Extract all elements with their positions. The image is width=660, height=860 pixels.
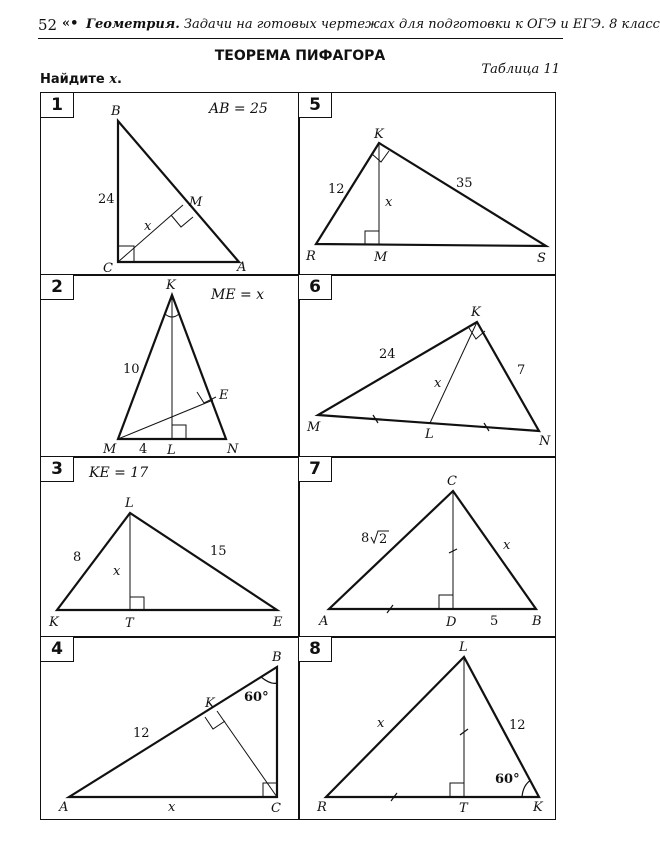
task-suffix: . <box>117 72 122 87</box>
angle-k: 60° <box>495 772 520 787</box>
label-K: K <box>166 278 176 293</box>
label-C: C <box>447 474 457 489</box>
label-C: C <box>103 261 113 276</box>
problem-number: 2 <box>40 274 74 300</box>
label-A: A <box>237 260 247 275</box>
label-B: B <box>532 614 542 629</box>
label-L: L <box>125 496 134 511</box>
problem-number: 1 <box>40 92 74 118</box>
label-x: x <box>434 376 442 391</box>
label-K: K <box>471 305 481 320</box>
problem-condition: ME = x <box>211 287 265 303</box>
label-T: T <box>459 801 468 816</box>
side-rk: 12 <box>328 182 345 197</box>
side-ac-coef: 8 <box>361 531 370 546</box>
label-L: L <box>167 443 176 458</box>
label-D: D <box>446 615 457 630</box>
problem-5 <box>298 92 556 276</box>
problem-number: 6 <box>298 274 332 300</box>
label-K: K <box>49 615 59 630</box>
label-M: M <box>374 250 388 265</box>
side-db: 5 <box>490 614 499 629</box>
label-x: x <box>113 564 121 579</box>
label-x: x <box>168 800 176 815</box>
side-ab: 12 <box>133 726 150 741</box>
book-subtitle: Задачи на готовых чертежах для подготовки к ОГЭ и ЕГЭ. 8 класс <box>183 17 660 32</box>
label-R: R <box>306 249 316 264</box>
side-ml: 4 <box>139 442 148 457</box>
label-A: A <box>59 800 69 815</box>
label-M: M <box>189 195 203 210</box>
side-le: 15 <box>210 544 227 559</box>
angle-b: 60° <box>244 690 269 705</box>
problem-1 <box>40 92 300 276</box>
side-mk: 24 <box>379 347 396 362</box>
label-M: M <box>103 442 117 457</box>
page-header <box>38 8 660 39</box>
problem-2 <box>40 274 300 458</box>
side-bc: 24 <box>98 192 115 207</box>
label-N: N <box>227 442 239 457</box>
label-K: K <box>205 696 215 711</box>
diagram-6 <box>299 275 557 459</box>
side-lk: 12 <box>509 718 526 733</box>
label-N: N <box>539 434 551 449</box>
problem-number: 5 <box>298 92 332 118</box>
problem-grid <box>40 92 556 820</box>
running-title <box>86 17 660 32</box>
task-variable: x <box>109 72 118 87</box>
side-ac-root: 2 <box>379 532 388 547</box>
diagram-1 <box>41 93 301 277</box>
problem-condition: KE = 17 <box>89 465 149 481</box>
diagram-4 <box>41 637 301 821</box>
task-instruction <box>40 72 122 87</box>
label-B: B <box>111 104 121 119</box>
side-km: 10 <box>123 362 140 377</box>
publisher-logo: «• <box>62 16 79 31</box>
problem-number: 4 <box>40 636 74 662</box>
problem-4 <box>40 636 300 820</box>
problem-number: 8 <box>298 636 332 662</box>
diagram-8 <box>299 637 557 821</box>
label-x: x <box>377 716 385 731</box>
label-x: x <box>144 219 152 234</box>
table-label: Таблица 11 <box>481 62 560 77</box>
label-C: C <box>271 801 281 816</box>
label-R: R <box>317 800 327 815</box>
problem-number: 7 <box>298 456 332 482</box>
label-T: T <box>125 616 134 631</box>
label-E: E <box>273 615 283 630</box>
diagram-7 <box>299 457 557 639</box>
label-x: x <box>385 195 393 210</box>
label-B: B <box>272 650 282 665</box>
diagram-5 <box>299 93 557 277</box>
label-M: M <box>307 420 321 435</box>
task-prefix: Найдите <box>40 72 105 87</box>
label-S: S <box>537 251 546 266</box>
side-ks: 35 <box>456 176 473 191</box>
problem-6 <box>298 274 556 458</box>
side-kl: 8 <box>73 550 82 565</box>
label-L: L <box>425 427 434 442</box>
side-kn: 7 <box>517 363 526 378</box>
problem-7 <box>298 456 556 638</box>
label-L: L <box>459 640 468 655</box>
page-number: 52 <box>38 16 58 34</box>
problem-condition: AB = 25 <box>209 101 268 117</box>
problem-number: 3 <box>40 456 74 482</box>
problem-8 <box>298 636 556 820</box>
problem-3 <box>40 456 300 638</box>
book-title: Геометрия. <box>86 17 180 32</box>
label-A: A <box>319 614 329 629</box>
label-K: K <box>374 127 384 142</box>
label-K: K <box>533 800 543 815</box>
diagram-3 <box>41 457 301 639</box>
label-E: E <box>219 388 229 403</box>
page-title: ТЕОРЕМА ПИФАГОРА <box>214 48 386 64</box>
label-x: x <box>503 538 511 553</box>
